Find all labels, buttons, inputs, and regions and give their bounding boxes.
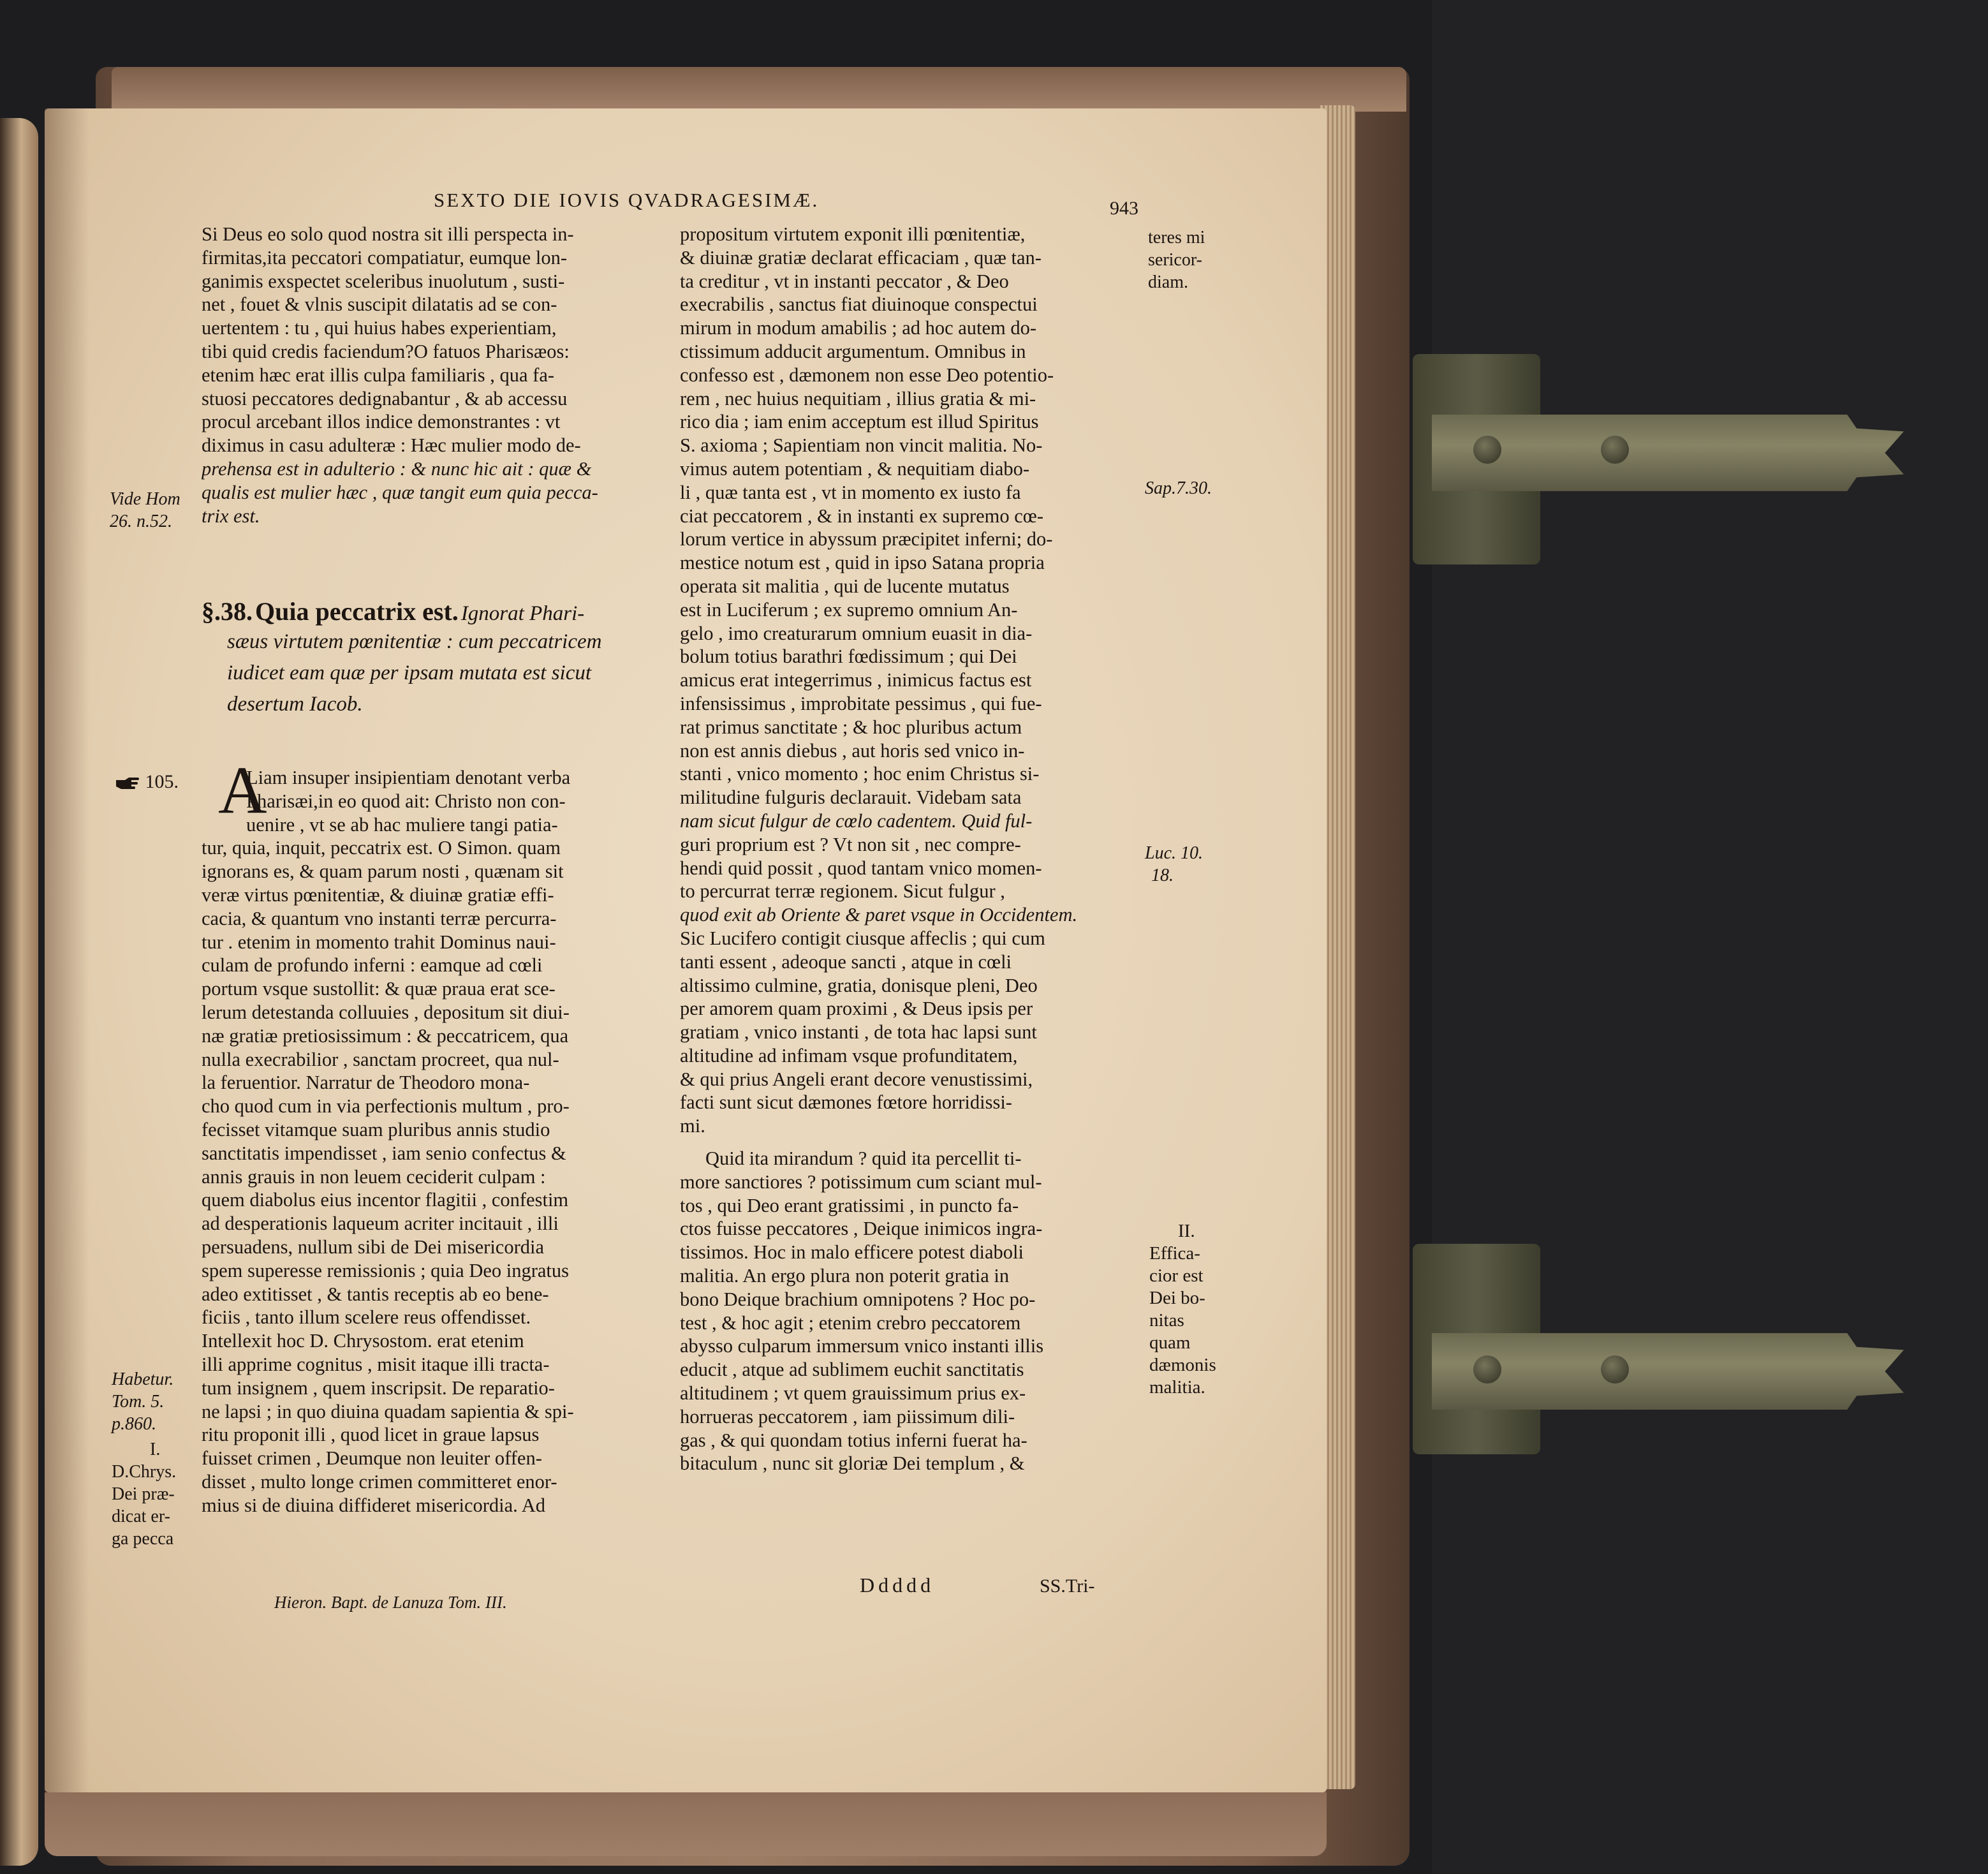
text-line: Si Deus eo solo quod nostra sit illi perspecta in- <box>202 223 574 245</box>
text-line: sanctitatis impendisset , iam senio confectus & <box>202 1142 566 1164</box>
text-line: altissimo culmine, gratia, donisque pleni, Deo <box>680 974 1038 996</box>
text-line: uenire , vt se ab hac muliere tangi patia- <box>246 813 558 836</box>
text-line: lerum detestanda colluuies , depositum sit diui- <box>202 1001 570 1023</box>
right-text-column <box>680 223 1145 1475</box>
text-line: nam sicut fulgur de cœlo cadentem. Quid ful- <box>680 809 1033 832</box>
rivet-icon <box>1473 1355 1501 1383</box>
text-line: disset , multo longe crimen committeret enor- <box>202 1470 557 1493</box>
margin-note-line: dicat er- <box>112 1507 170 1526</box>
margin-note-line: sericor- <box>1148 250 1202 270</box>
text-line: militudine fulguris declarauit. Videbam sata <box>680 786 1022 809</box>
text-line: illi apprime cognitus , misit itaque illi tracta- <box>202 1353 550 1375</box>
text-line: more sanctiores ? potissimum cum sciant mul- <box>680 1170 1042 1193</box>
text-line: quod exit ab Oriente & paret vsque in Occidentem. <box>680 904 1078 926</box>
margin-note-chrysostom <box>112 1438 176 1550</box>
margin-note-line: nitas <box>1149 1310 1184 1331</box>
text-line: diximus in casu adulteræ : Hæc mulier modo de- <box>202 434 581 457</box>
section-title-line: iudicet eam quæ per ipsam mutata est sicut <box>227 661 592 684</box>
text-line: ne lapsi ; in quo diuina quadam sapientia & spi- <box>202 1400 574 1422</box>
text-line: fecisset vitamque suam pluribus annis studio <box>202 1118 550 1140</box>
text-line: confesso est , dæmonem non esse Deo potentio- <box>680 364 1054 386</box>
text-line: tur, quia, inquit, peccatrix est. O Simon. quam <box>202 837 561 859</box>
margin-note-misericordiam <box>1148 226 1205 293</box>
text-line: la feruentior. Narratur de Theodoro mona- <box>202 1072 530 1094</box>
margin-note-line: dæmonis <box>1149 1355 1216 1375</box>
text-line: Sic Lucifero contigit ciusque affeclis ; qui cum <box>680 927 1045 949</box>
text-line: culam de profundo inferni : eamque ad cœli <box>202 954 543 977</box>
margin-note-line: 26. n.52. <box>110 512 172 531</box>
text-line: etenim hæc erat illis culpa familiaris , qua fa- <box>202 364 555 386</box>
pointing-hand-icon <box>115 776 140 790</box>
footer-author: Hieron. Bapt. de Lanuza Tom. III. <box>274 1593 507 1612</box>
signature-mark: Ddddd <box>860 1574 935 1597</box>
text-line: ficiis , tanto illum scelere reus offendisset. <box>202 1306 531 1329</box>
text-line: bitaculum , nunc sit gloriæ Dei templum , & <box>680 1452 1025 1475</box>
margin-note-line: Effica- <box>1149 1243 1200 1264</box>
text-line: Intellexit hoc D. Chrysostom. erat etenim <box>202 1330 524 1352</box>
text-line: non est annis diebus , aut horis sed vnico in- <box>680 739 1025 762</box>
margin-note-habetur <box>112 1368 173 1435</box>
section-title-line: Ignorat Phari- <box>460 602 585 625</box>
drop-cap: A <box>218 753 267 827</box>
margin-note-line: Luc. 10. <box>1145 843 1203 863</box>
margin-note-line: cior est <box>1149 1265 1204 1286</box>
text-line: ciat peccatorem , & in instanti ex supremo cœ- <box>680 505 1043 527</box>
text-line: tum insignem , quem inscripsit. De reparatio- <box>202 1376 555 1399</box>
margin-note-line: Vide Hom <box>110 489 180 509</box>
text-line: mius si de diuina diffideret misericordia. Ad <box>202 1494 546 1516</box>
text-line: horrueras peccatorem , iam piissimum dili- <box>680 1405 1015 1428</box>
text-line: abysso culparum immersum vnico instanti illis <box>680 1335 1044 1357</box>
text-line: mi. <box>680 1115 705 1137</box>
text-line: Liam insuper insipientiam denotant verba <box>246 767 571 788</box>
text-line: per amorem quam proximi , & Deus ipsis per <box>680 998 1033 1020</box>
text-line: propositum virtutem exponit illi pœnitentiæ, <box>680 223 1026 245</box>
text-line: procul arcebant illos indice demonstrantes : vt <box>202 411 561 433</box>
margin-note-line: Habetur. <box>112 1369 174 1389</box>
left-column-paragraph <box>202 766 670 1517</box>
margin-note-line: p.860. <box>112 1414 156 1434</box>
text-line: hendi quid possit , quod tantam vnico momen- <box>680 857 1042 879</box>
text-line: tissimos. Hoc in malo efficere potest diaboli <box>680 1241 1024 1264</box>
margin-note-vide <box>110 488 180 533</box>
running-head: SEXTO DIE IOVIS QVADRAGESIMÆ. <box>434 189 820 211</box>
text-line: est in Luciferum ; ex supremo omnium An- <box>680 598 1018 621</box>
margin-note-line: Dei bo- <box>1149 1288 1205 1308</box>
text-line: S. axioma ; Sapientiam non vincit malitia. No- <box>680 434 1043 457</box>
left-column-intro <box>202 223 670 528</box>
margin-note-line: teres mi <box>1148 228 1205 247</box>
text-line: ganimis exspectet sceleribus inuolutum , susti- <box>202 270 565 292</box>
text-line: gas , & qui quondam totius inferni fuerat ha- <box>680 1429 1027 1451</box>
margin-note-line: I. <box>150 1440 161 1459</box>
text-line: ctissimum adducit argumentum. Omnibus in <box>680 340 1026 362</box>
previous-page-edge <box>0 118 38 1866</box>
text-line: ad desperationis laqueum acriter incitauit , illi <box>202 1213 559 1235</box>
right-backdrop <box>1432 0 1988 1874</box>
margin-note-line: Tom. 5. <box>112 1392 165 1412</box>
catchword: SS.Tri- <box>1040 1575 1095 1597</box>
section-heading <box>202 596 670 720</box>
margin-note-line: quam <box>1149 1332 1191 1353</box>
text-line: portum vsque sustollit: & quæ praua erat sce- <box>202 978 556 1000</box>
text-line: malitia. An ergo plura non poterit gratia in <box>680 1265 1010 1287</box>
paragraph-marker <box>115 771 179 793</box>
cover-top-edge <box>112 67 1406 112</box>
rivet-icon <box>1601 1355 1629 1383</box>
text-line: næ gratiæ pretiosissimum : & peccatricem, qua <box>202 1024 569 1047</box>
text-line: vimus autem potentiam , & nequitiam diabo- <box>680 457 1030 480</box>
text-line: rico dia ; iam enim acceptum est illud Spiritus <box>680 411 1039 433</box>
text-line: qualis est mulier hæc , quæ tangit eum quia pecca- <box>202 481 598 503</box>
text-line: lorum vertice in abyssum præcipitet inferni; do- <box>680 528 1053 550</box>
margin-note-line: II. <box>1178 1221 1195 1241</box>
running-head-line <box>434 189 1138 219</box>
section-title-lead: Quia peccatrix est. <box>255 597 459 626</box>
text-line: rem , nec huius nequitiam , illius gratia & mi- <box>680 387 1036 409</box>
text-line: test , & hoc agit ; etenim crebro peccatorem <box>680 1311 1021 1334</box>
clasp-strap <box>1432 415 1904 491</box>
text-line: Pharisæi,in eo quod ait: Christo non con- <box>246 790 566 812</box>
page-gutter-shadow <box>45 108 89 1792</box>
text-line: cho quod cum in via perfectionis multum , pro- <box>202 1095 570 1118</box>
text-line: prehensa est in adulterio : & nunc hic ait : quæ & <box>202 457 592 480</box>
text-line: operata sit malitia , qui de lucente mutatus <box>680 575 1010 597</box>
text-line: altitudine ad infimam vsque profunditatem, <box>680 1044 1018 1066</box>
text-line: tos , qui Deo erant gratissimi , in puncto fa- <box>680 1194 1019 1216</box>
text-line: infensissimus , improbitate pessimus , qui fue- <box>680 692 1042 714</box>
text-line: altitudinem ; vt quem grauissimum prius ex- <box>680 1382 1026 1405</box>
margin-note-luc <box>1145 842 1203 887</box>
text-line: rat primus sanctitate ; & hoc pluribus actum <box>680 716 1022 738</box>
text-line: quem diabolus eius incentor flagitii , confestim <box>202 1189 569 1211</box>
text-line: annis grauis in non leuem ceciderit culpam : <box>202 1165 546 1188</box>
text-line: stuosi peccatores dedignabantur , & ab accessu <box>202 387 568 409</box>
margin-note-line: ga pecca <box>112 1529 174 1549</box>
text-line: ctos fuisse peccatores , Deique inimicos ingra- <box>680 1218 1043 1240</box>
text-line: li , quæ tanta est , vt in momento ex iusto fa <box>680 481 1021 503</box>
text-line: fuisset crimen , Deumque non leuiter offen- <box>202 1447 542 1470</box>
text-line: tibi quid credis faciendum?O fatuos Pharisæos: <box>202 340 570 362</box>
margin-note-line: D.Chrys. <box>112 1462 177 1482</box>
text-line: to percurrat terræ regionem. Sicut fulgur , <box>680 880 1005 903</box>
text-line: Quid ita mirandum ? quid ita percellit ti- <box>705 1147 1022 1170</box>
text-line: trix est. <box>202 505 260 527</box>
text-line: amicus erat integerrimus , inimicus factus est <box>680 669 1032 691</box>
text-line: nulla execrabilior , sanctam procreet, qua nul- <box>202 1048 559 1070</box>
text-line: mirum in modum amabilis ; ad hoc autem do- <box>680 317 1037 339</box>
text-line: tur . etenim in momento trahit Dominus naui- <box>202 931 556 953</box>
page-number: 943 <box>1110 198 1138 219</box>
text-line: veræ virtus pœnitentiæ, & diuinæ gratiæ effi- <box>202 883 554 906</box>
text-line: spem superesse remissionis ; quia Deo ingratus <box>202 1259 570 1281</box>
text-line: tanti essent , adeoque sancti , atque in cœli <box>680 950 1012 973</box>
text-line: & qui prius Angeli erant decore venustissimi, <box>680 1068 1033 1090</box>
cover-bottom-edge <box>45 1792 1327 1856</box>
margin-note-line: diam. <box>1148 272 1188 292</box>
text-line: adeo extitisset , & tantis receptis ab eo bene- <box>202 1283 549 1305</box>
text-line: ritu proponit illi , quod licet in graue lapsus <box>202 1424 540 1446</box>
text-line: execrabilis , sanctus fiat diuinoque conspectui <box>680 293 1038 316</box>
text-line: guri proprium est ? Vt non sit , nec compre- <box>680 833 1021 855</box>
rivet-icon <box>1601 436 1629 464</box>
section-number: §.38. <box>202 597 253 626</box>
clasp-strap <box>1432 1333 1904 1410</box>
text-line: ignorans es, & quam parum nosti , quænam sit <box>202 860 564 883</box>
text-line: net , fouet & vlnis suscipit dilatatis ad se con- <box>202 293 557 316</box>
text-line: bono Deique brachium omnipotens ? Hoc po- <box>680 1288 1036 1310</box>
text-line: facti sunt sicut dæmones fœtore horridissi- <box>680 1091 1012 1114</box>
margin-note-section-ii <box>1149 1220 1216 1399</box>
margin-note-sap: Sap.7.30. <box>1145 478 1212 498</box>
text-line: gelo , imo creaturarum omnium euasit in dia- <box>680 622 1033 644</box>
text-line: persuadens, nullum sibi de Dei misericordia <box>202 1236 545 1258</box>
section-title-line: sæus virtutem pœnitentiæ : cum peccatricem <box>227 630 602 653</box>
margin-note-line: malitia. <box>1149 1377 1205 1398</box>
paragraph-number: 105. <box>145 771 179 792</box>
text-line: & diuinæ gratiæ declarat efficaciam , quæ tan- <box>680 246 1042 269</box>
show-through-shadow <box>1215 1021 1253 1212</box>
text-line: mestice notum est , quid in ipso Satana propria <box>680 552 1045 574</box>
text-line: cacia, & quantum vno instanti terræ percurra- <box>202 907 557 929</box>
section-title-line: desertum Iacob. <box>227 693 363 716</box>
text-line: firmitas,ita peccatori compatiatur, eumque lon- <box>202 246 567 269</box>
margin-note-line: Dei præ- <box>112 1484 175 1504</box>
text-line: educit , atque ad sublimem euchit sanctitatis <box>680 1359 1024 1381</box>
text-line: stanti , vnico momento ; hoc enim Christus si- <box>680 763 1040 785</box>
margin-note-line: 18. <box>1151 866 1174 885</box>
text-line: uertentem : tu , qui huius habes experientiam, <box>202 317 557 339</box>
text-line: ta creditur , vt in instanti peccator , & Deo <box>680 270 1009 292</box>
rivet-icon <box>1473 436 1501 464</box>
text-line: bolum totius barathri fœdissimum ; qui Dei <box>680 646 1017 668</box>
text-line: gratiam , vnico instanti , de tota hac lapsi sunt <box>680 1021 1037 1044</box>
